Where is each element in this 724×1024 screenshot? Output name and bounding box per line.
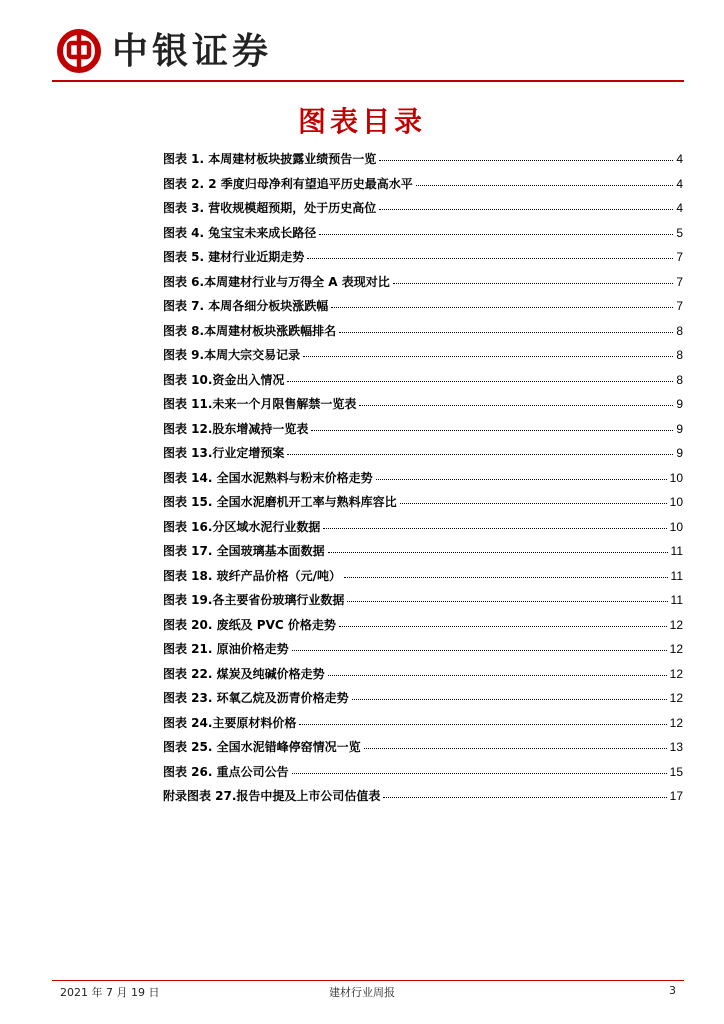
toc-leader-dots <box>379 159 673 161</box>
toc-leader-dots <box>292 649 667 651</box>
toc-entry-label: 图表 23. 环氧乙烷及沥青价格走势 <box>163 691 349 705</box>
toc-entry-page: 5 <box>676 225 683 240</box>
toc-entry-page: 11 <box>670 593 683 607</box>
toc-entry-label: 图表 26. 重点公司公告 <box>163 764 289 779</box>
toc-leader-dots <box>347 600 667 602</box>
toc-entry[interactable] <box>163 175 683 200</box>
toc-entry[interactable] <box>163 248 683 273</box>
toc-leader-dots <box>287 380 673 382</box>
toc-entry[interactable] <box>163 273 683 298</box>
toc-leader-dots <box>379 208 673 210</box>
toc-entry-label: 图表 2. 2 季度归母净利有望追平历史最高水平 <box>163 176 413 191</box>
page-title: 图表目录 <box>297 105 426 138</box>
toc-leader-dots <box>339 625 667 627</box>
toc-entry-page: 8 <box>676 372 683 387</box>
toc-leader-dots <box>376 478 667 480</box>
toc-entry-page: 7 <box>676 250 683 264</box>
toc-entry[interactable] <box>163 469 683 494</box>
toc-entry-page: 13 <box>669 740 683 754</box>
toc-entry-page: 9 <box>676 446 683 460</box>
toc-entry[interactable] <box>163 763 683 788</box>
toc-entry-page: 8 <box>676 323 683 338</box>
toc-entry-page: 11 <box>670 568 683 583</box>
toc-entry-label: 图表 21. 原油价格走势 <box>163 642 289 656</box>
toc-entry[interactable] <box>163 640 683 665</box>
toc-entry[interactable] <box>163 689 683 714</box>
toc-entry-label: 图表 6.本周建材行业与万得全 A 表现对比 <box>163 274 390 289</box>
toc-leader-dots <box>339 331 673 333</box>
toc-entry-label: 图表 25. 全国水泥错峰停窑情况一览 <box>163 740 361 754</box>
toc-entry[interactable] <box>163 371 683 396</box>
toc-leader-dots <box>328 674 667 676</box>
toc-entry-label: 图表 10.资金出入情况 <box>163 372 285 387</box>
toc-entry[interactable] <box>163 150 683 175</box>
toc-entry-page: 12 <box>669 715 683 730</box>
toc-entry[interactable] <box>163 738 683 763</box>
toc-leader-dots <box>303 355 673 357</box>
toc-leader-dots <box>323 527 666 529</box>
toc-entry-page: 4 <box>676 152 683 166</box>
toc-entry[interactable] <box>163 714 683 739</box>
toc-leader-dots <box>344 576 668 578</box>
toc-entry-page: 4 <box>676 176 683 191</box>
toc-entry-label: 图表 19.各主要省份玻璃行业数据 <box>163 593 345 607</box>
toc-entry[interactable] <box>163 297 683 322</box>
toc-entry-page: 4 <box>676 201 683 215</box>
toc-entry[interactable] <box>163 616 683 641</box>
toc-entry-label: 图表 12.股东增减持一览表 <box>163 421 309 436</box>
toc-leader-dots <box>400 502 667 504</box>
toc-entry-page: 7 <box>676 299 683 313</box>
toc-entry[interactable] <box>163 395 683 420</box>
toc-entry-label: 图表 16.分区域水泥行业数据 <box>163 519 321 534</box>
toc-leader-dots <box>299 723 666 725</box>
toc-entry[interactable] <box>163 420 683 445</box>
toc-entry-label: 图表 13.行业定增预案 <box>163 446 285 460</box>
toc-leader-dots <box>331 306 673 308</box>
toc-entry-label: 图表 4. 兔宝宝未来成长路径 <box>163 225 317 240</box>
toc-entry[interactable] <box>163 567 683 592</box>
toc-leader-dots <box>416 184 674 186</box>
toc-entry-page: 10 <box>669 470 683 485</box>
toc-entry-page: 9 <box>676 421 683 436</box>
footer-doc-type: 建材行业周报 <box>329 986 395 999</box>
toc-leader-dots <box>311 429 673 431</box>
toc-leader-dots <box>393 282 674 284</box>
toc-entry[interactable] <box>163 199 683 224</box>
toc-entry-page: 9 <box>676 397 683 411</box>
toc-entry-page: 17 <box>669 789 683 803</box>
toc-entry[interactable] <box>163 665 683 690</box>
toc-entry-page: 12 <box>669 666 683 681</box>
toc-entry-page: 12 <box>669 691 683 705</box>
toc-entry-page: 7 <box>676 274 683 289</box>
toc-entry-label: 图表 17. 全国玻璃基本面数据 <box>163 544 325 558</box>
toc-entry[interactable] <box>163 591 683 616</box>
toc-entry-label: 图表 8.本周建材板块涨跌幅排名 <box>163 323 337 338</box>
toc-entry[interactable] <box>163 787 683 812</box>
footer-divider <box>52 980 684 981</box>
toc-entry[interactable] <box>163 322 683 347</box>
toc-entry-label: 图表 18. 玻纤产品价格（元/吨） <box>163 568 341 583</box>
toc-entry-page: 11 <box>670 544 683 558</box>
bank-of-china-logo-icon <box>56 28 102 74</box>
toc-entry-label: 图表 24.主要原材料价格 <box>163 715 297 730</box>
toc-entry-page: 10 <box>669 519 683 534</box>
toc-leader-dots <box>359 404 673 406</box>
toc-entry[interactable] <box>163 518 683 543</box>
toc-entry-label: 图表 14. 全国水泥熟料与粉末价格走势 <box>163 470 373 485</box>
toc-entry-page: 10 <box>669 495 683 509</box>
toc-entry-page: 15 <box>669 764 683 779</box>
toc-entry[interactable] <box>163 542 683 567</box>
toc-entry-label: 图表 15. 全国水泥磨机开工率与熟料库容比 <box>163 495 397 509</box>
header-divider <box>52 80 684 82</box>
toc-entry[interactable] <box>163 444 683 469</box>
toc-entry[interactable] <box>163 346 683 371</box>
toc-leader-dots <box>307 257 673 259</box>
toc-leader-dots <box>328 551 668 553</box>
toc-leader-dots <box>364 747 667 749</box>
toc-entry-label: 图表 7. 本周各细分板块涨跌幅 <box>163 299 329 313</box>
toc-entry-label: 图表 3. 营收规模超预期，处于历史高位 <box>163 201 377 215</box>
toc-entry-page: 8 <box>676 348 683 362</box>
brand-name: 中银证券 <box>112 30 273 72</box>
footer-date: 2021 年 7 月 19 日 <box>60 986 160 999</box>
toc-entry-label: 图表 22. 煤炭及纯碱价格走势 <box>163 666 325 681</box>
page-header <box>52 22 684 82</box>
toc-entry[interactable] <box>163 224 683 249</box>
toc-entry[interactable] <box>163 493 683 518</box>
toc-leader-dots <box>383 796 666 798</box>
toc-leader-dots <box>319 233 673 235</box>
toc-leader-dots <box>292 772 667 774</box>
footer-page-number: 3 <box>669 984 676 997</box>
toc-leader-dots <box>352 698 667 700</box>
table-of-figures <box>163 150 683 812</box>
toc-entry-page: 12 <box>669 617 683 632</box>
toc-entry-label: 图表 9.本周大宗交易记录 <box>163 348 301 362</box>
toc-entry-label: 图表 11.未来一个月限售解禁一览表 <box>163 397 357 411</box>
toc-entry-label: 附录图表 27.报告中提及上市公司估值表 <box>163 789 381 803</box>
toc-entry-page: 12 <box>669 642 683 656</box>
toc-entry-label: 图表 20. 废纸及 PVC 价格走势 <box>163 617 336 632</box>
toc-entry-label: 图表 1. 本周建材板块披露业绩预告一览 <box>163 152 377 166</box>
toc-entry-label: 图表 5. 建材行业近期走势 <box>163 250 305 264</box>
toc-leader-dots <box>287 453 673 455</box>
